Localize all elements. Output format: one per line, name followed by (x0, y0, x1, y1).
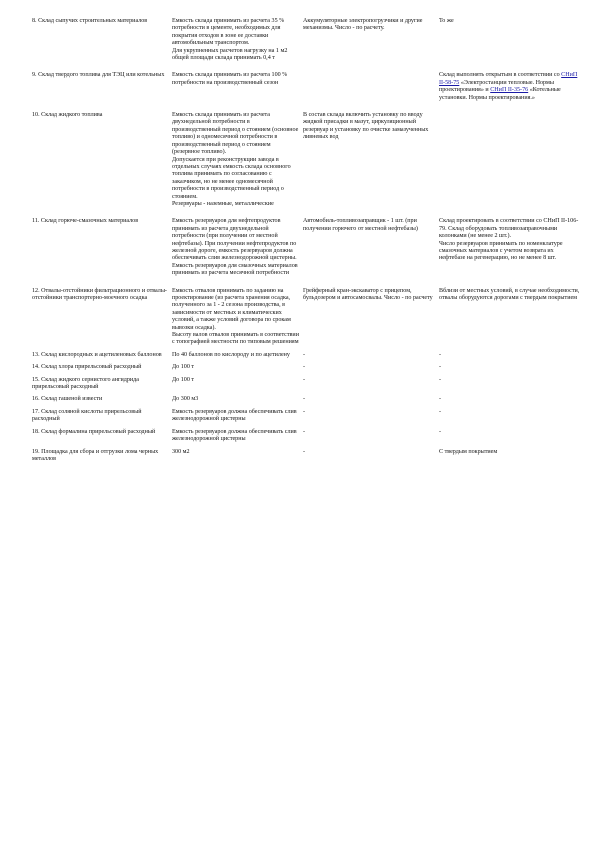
capacity-cell: Емкость отвалов принимать по заданию на проектирование (из расчета хранения осадка, полученного за 1 - 2 сезона производства, в зависимости от местных и климатических условий, а также условий договора по срокам вывозки осадка). Высоту валов отвалов принимать в соответствии с топографией местности по типовым решениям (172, 287, 299, 346)
table-row (30, 350, 582, 362)
capacity-cell: Емкость склада принимать из расчета 35 % потребности в цементе, необходимых для покрытия отходов в зоне ее доставки автомобильным транспортом. Для укрупненных расчетов нагрузку на 1 м2 общей площади склада принимать 0,4 т (172, 18, 288, 62)
notes-cell: То же (439, 18, 454, 24)
facility-name-cell: 15. Склад жидкого сернистого ангидрида прирельсовый расходный (32, 376, 139, 391)
facility-name-cell: 16. Склад гашеной извести (32, 396, 103, 403)
snip-link[interactable]: СНиП II-35-76 (490, 87, 529, 94)
notes-cell: - (439, 364, 442, 371)
capacity-cell: До 300 м3 (172, 396, 199, 403)
table-row (30, 70, 582, 105)
facility-name-cell: 14. Склад хлора прирельсовый расходный (32, 364, 142, 371)
table-row (30, 286, 582, 350)
equipment-cell: Аккумуляторные электропогрузчики и другие механизмы. Число - по расчету. (303, 18, 423, 32)
notes-cell: - (439, 428, 442, 435)
capacity-cell: Емкость резервуаров для нефтепродуктов принимать из расчета двухнедельной потребности (при получении от местной нефтебазы). При получении нефтепродуктов по железной дороге, емкость резервуаров должна обеспечивать слив железнодорожной цистерны. Емкость резервуаров для смазочных материалов принимать из расчета месячной потребности (172, 218, 298, 277)
equipment-cell: - (303, 364, 306, 371)
table-row (30, 407, 582, 427)
capacity-cell: Емкость резервуаров должна обеспечивать слив железнодорожной цистерны (172, 408, 297, 423)
notes-cell: - (439, 351, 442, 358)
capacity-cell: До 100 т (172, 376, 195, 383)
table-row (30, 427, 582, 447)
equipment-cell (301, 70, 437, 105)
notes-cell: - (439, 376, 442, 383)
table-row (30, 110, 582, 211)
equipment-cell: В состав склада включить установку по вводу жидкой присадки в мазут, циркуляционный резервуар и установку по очистке замазученных ливневых вод (303, 112, 429, 141)
capacity-cell: Емкость резервуаров должна обеспечивать слив железнодорожной цистерны (172, 428, 297, 443)
table-row (30, 216, 582, 280)
notes-cell: С твердым покрытием (439, 448, 498, 455)
facility-name-cell: 18. Склад формалина прирельсовый расходный (32, 428, 156, 435)
notes-cell: Вблизи от местных условий, в случае необходимости, отвалы оборудуются дорогами с твердым покрытием (439, 287, 580, 301)
capacity-cell: Емкость склада принимать из расчета двухнедельной потребности в производственный период о стоянием (основное топливо) и одномесячной потребности в производственный период о стоянием (резервное топливо). Допускается при реконструкции завода в отдельных случаях емкость склада основного топлива принимать по согласованию с заказчиком, но не менее одномесячной потребности в производственный период о стоянием. Резервуары - наземные, металлические (172, 112, 299, 207)
notes-cell (437, 110, 582, 211)
snip-link[interactable]: СНиП II-58-75 (439, 72, 578, 86)
equipment-cell: - (303, 396, 306, 403)
equipment-cell: - (303, 448, 306, 455)
facility-name-cell: 9. Склад твердого топлива для ТЭЦ или котельных (32, 72, 165, 79)
equipment-cell: - (303, 351, 306, 358)
capacity-cell: 300 м2 (172, 448, 190, 455)
capacity-cell: До 100 т (172, 364, 195, 371)
capacity-cell: Емкость склада принимать из расчета 100 % потребности на производственный сезон (172, 72, 288, 86)
equipment-cell: Грейферный кран-экскаватор с прицепом, бульдозером и автосамосвалы. Число - по расчету (303, 287, 433, 301)
notes-cell: Склад проектировать в соответствии со СНиП II-106-79. Склад оборудовать топливозаправочными колонками (не менее 2 шт.). Число резервуаров принимать по номенклатуре смазочных материалов с учетом возврата их нефтебазе на регенерацию, но не менее 8 шт. (439, 218, 579, 262)
table-row (30, 375, 582, 395)
equipment-cell: - (303, 408, 306, 415)
facility-name-cell: 10. Склад жидкого топлива (32, 112, 103, 119)
notes-cell: - (439, 408, 442, 415)
equipment-cell: - (303, 428, 306, 435)
table-row (30, 362, 582, 374)
equipment-cell: - (303, 376, 306, 383)
equipment-cell: Автомобиль-топливозаправщик - 1 шт. (при получении горючего от местной нефтебазы) (303, 218, 418, 232)
facility-name-cell: 11. Склад горюче-смазочных материалов (32, 218, 139, 225)
table-row (30, 447, 582, 467)
facility-name-cell: 13. Склад кислородных и ацетиленовых баллонов (32, 351, 162, 358)
facility-name-cell: 19. Площадка для сбора и отгрузки лома черных металлов (32, 448, 159, 462)
table-row (30, 394, 582, 406)
notes-cell: Склад выполнять открытым в соответствии со СНиП II-58-75 «Электростанции тепловые. Нормы проектирования» и СНиП II-35-76 «Котельные установки. Нормы проектирования.» (439, 72, 578, 101)
storage-requirements-table (30, 16, 582, 466)
notes-cell: - (439, 396, 442, 403)
facility-name-cell: 12. Отвалы-отстойники фильтрационного и отвалы-отстойники транспортерно-моечного осадка (32, 287, 167, 301)
facility-name-cell: 8. Склад сыпучих строительных материалов (32, 18, 148, 24)
capacity-cell: По 40 баллонов по кислороду и по ацетилену (172, 351, 290, 358)
table-row (30, 16, 582, 65)
facility-name-cell: 17. Склад соляной кислоты прирельсовый расходный (32, 408, 142, 423)
